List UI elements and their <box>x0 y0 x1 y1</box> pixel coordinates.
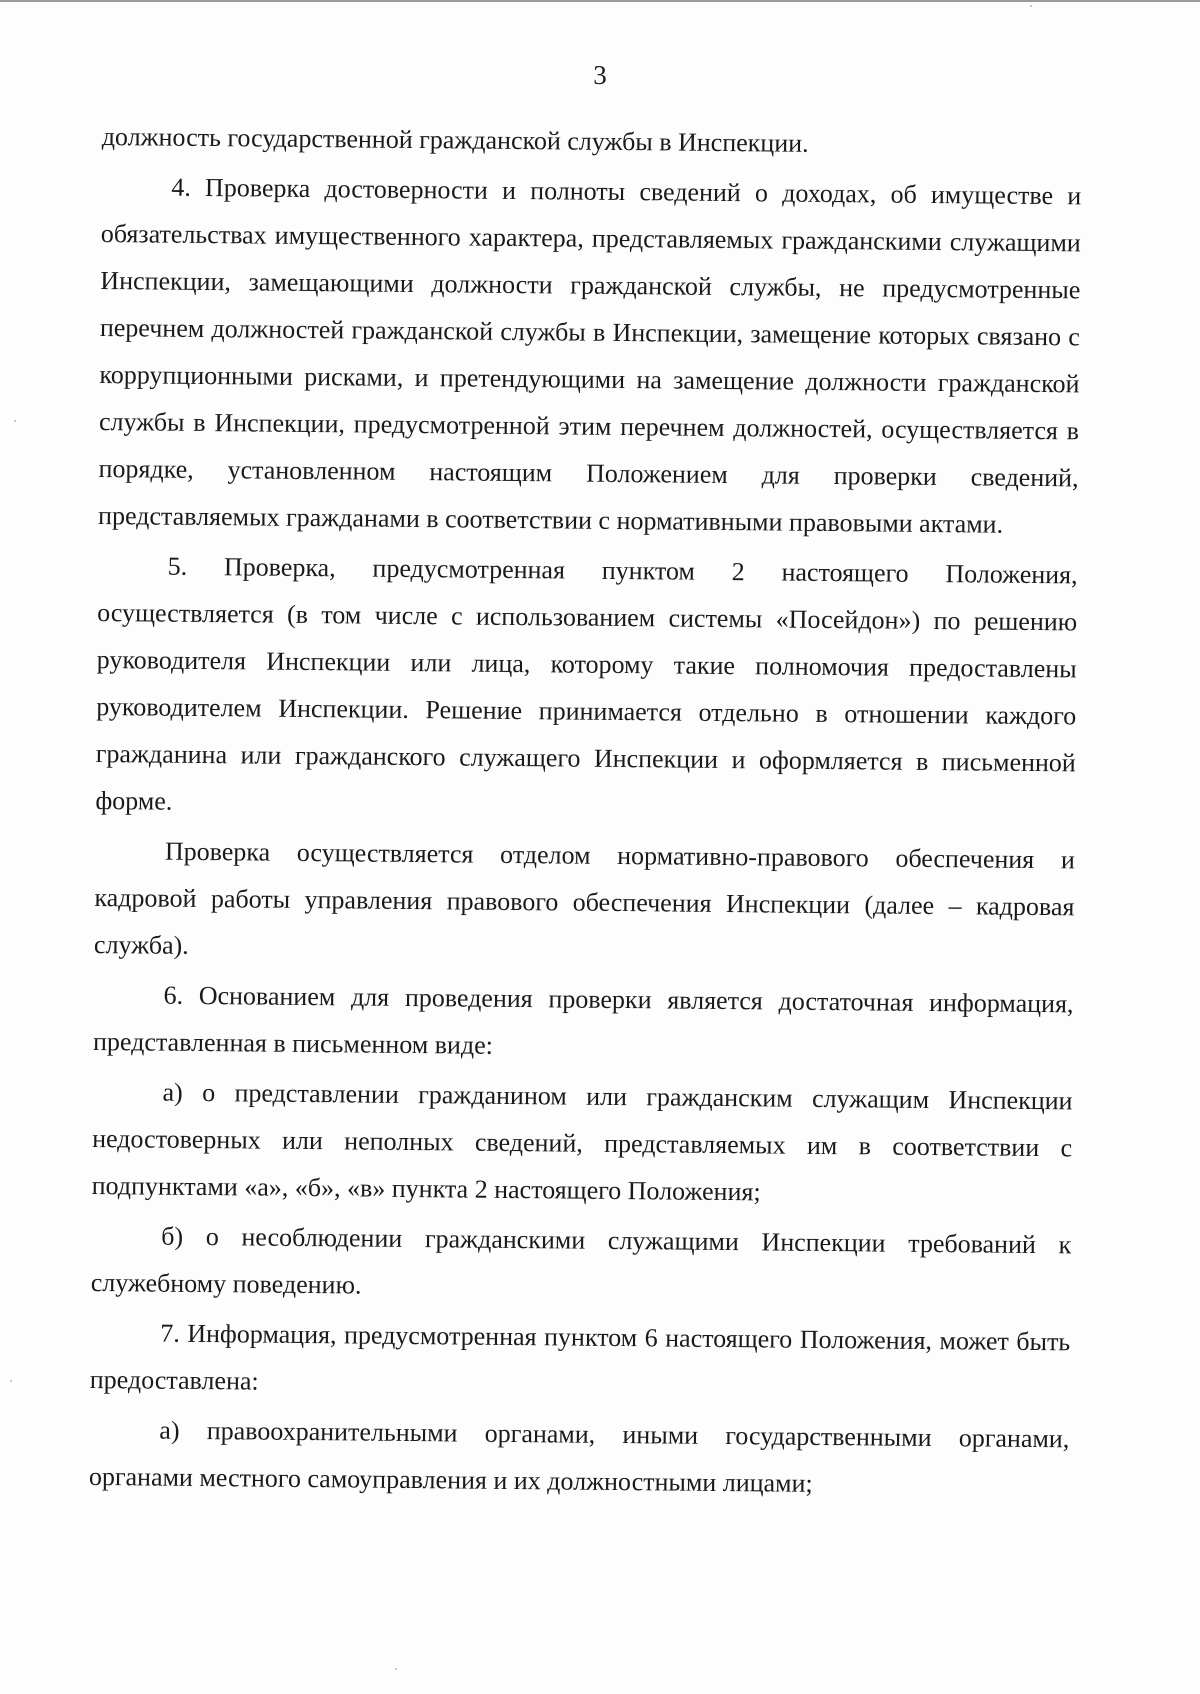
paragraph-item-4: 4. Проверка достоверности и полноты сведений о доходах, об имуществе и обязательствах имущественного характера, представляемых гражданскими служащими Инспекции, замещающими должности гражданской службы, не предусмотренные перечнем должностей гражданской службы в Инспекции, замещение которых связано с коррупционными рисками, и претендующими на замещение должности гражданской службы в Инспекции, предусмотренной этим перечнем должностей, осуществляется в порядке, установленном настоящим Положением для проверки сведений, представляемых гражданами в соответствии с нормативными правовыми актами. <box>97 172 1082 539</box>
page-number: 3 <box>593 60 607 90</box>
scan-speck <box>10 1380 12 1382</box>
scan-top-edge <box>0 0 1200 2</box>
paragraph-item-7a: а) правоохранительными органами, иными государственными органами, органами местного самоуправления и их должностными лицами; <box>88 1415 1070 1498</box>
paragraph-item-6a: а) о представлении гражданином или гражданским служащим Инспекции недостоверных или неполных сведений, представляемых им в соответствии с подпунктами «а», «б», «в» пункта 2 настоящего Положения; <box>91 1077 1073 1207</box>
paragraph-item-6b: б) о несоблюдении гражданскими служащими Инспекции требований к служебному поведению. <box>90 1221 1072 1300</box>
paragraph-item-5: 5. Проверка, предусмотренная пунктом 2 настоящего Положения, осуществляется (в том числе с использованием системы «Посейдон») по решению руководителя Инспекции или лица, которому такие полномочия предоставлены руководителем Инспекции. Решение принимается отдельно в отношении каждого гражданина или гражданского служащего Инспекции и оформляется в письменной форме. <box>95 551 1078 816</box>
scan-speck <box>395 1668 397 1670</box>
paragraph-item-7: 7. Информация, предусмотренная пунктом 6 настоящего Положения, может быть предоставлена: <box>89 1318 1071 1396</box>
document-body <box>89 113 1082 1509</box>
paragraph-continuation: должность государственной гражданской службы в Инспекции. <box>101 121 809 158</box>
scan-speck <box>14 420 16 422</box>
paragraph-item-6: 6. Основанием для проведения проверки является достаточная информация, представленная в письменном виде: <box>92 980 1074 1060</box>
scan-speck <box>1030 5 1032 7</box>
paragraph-item-5-cont: Проверка осуществляется отделом нормативно-правового обеспечения и кадровой работы управления правового обеспечения Инспекции (далее – кадровая служба). <box>93 836 1076 960</box>
